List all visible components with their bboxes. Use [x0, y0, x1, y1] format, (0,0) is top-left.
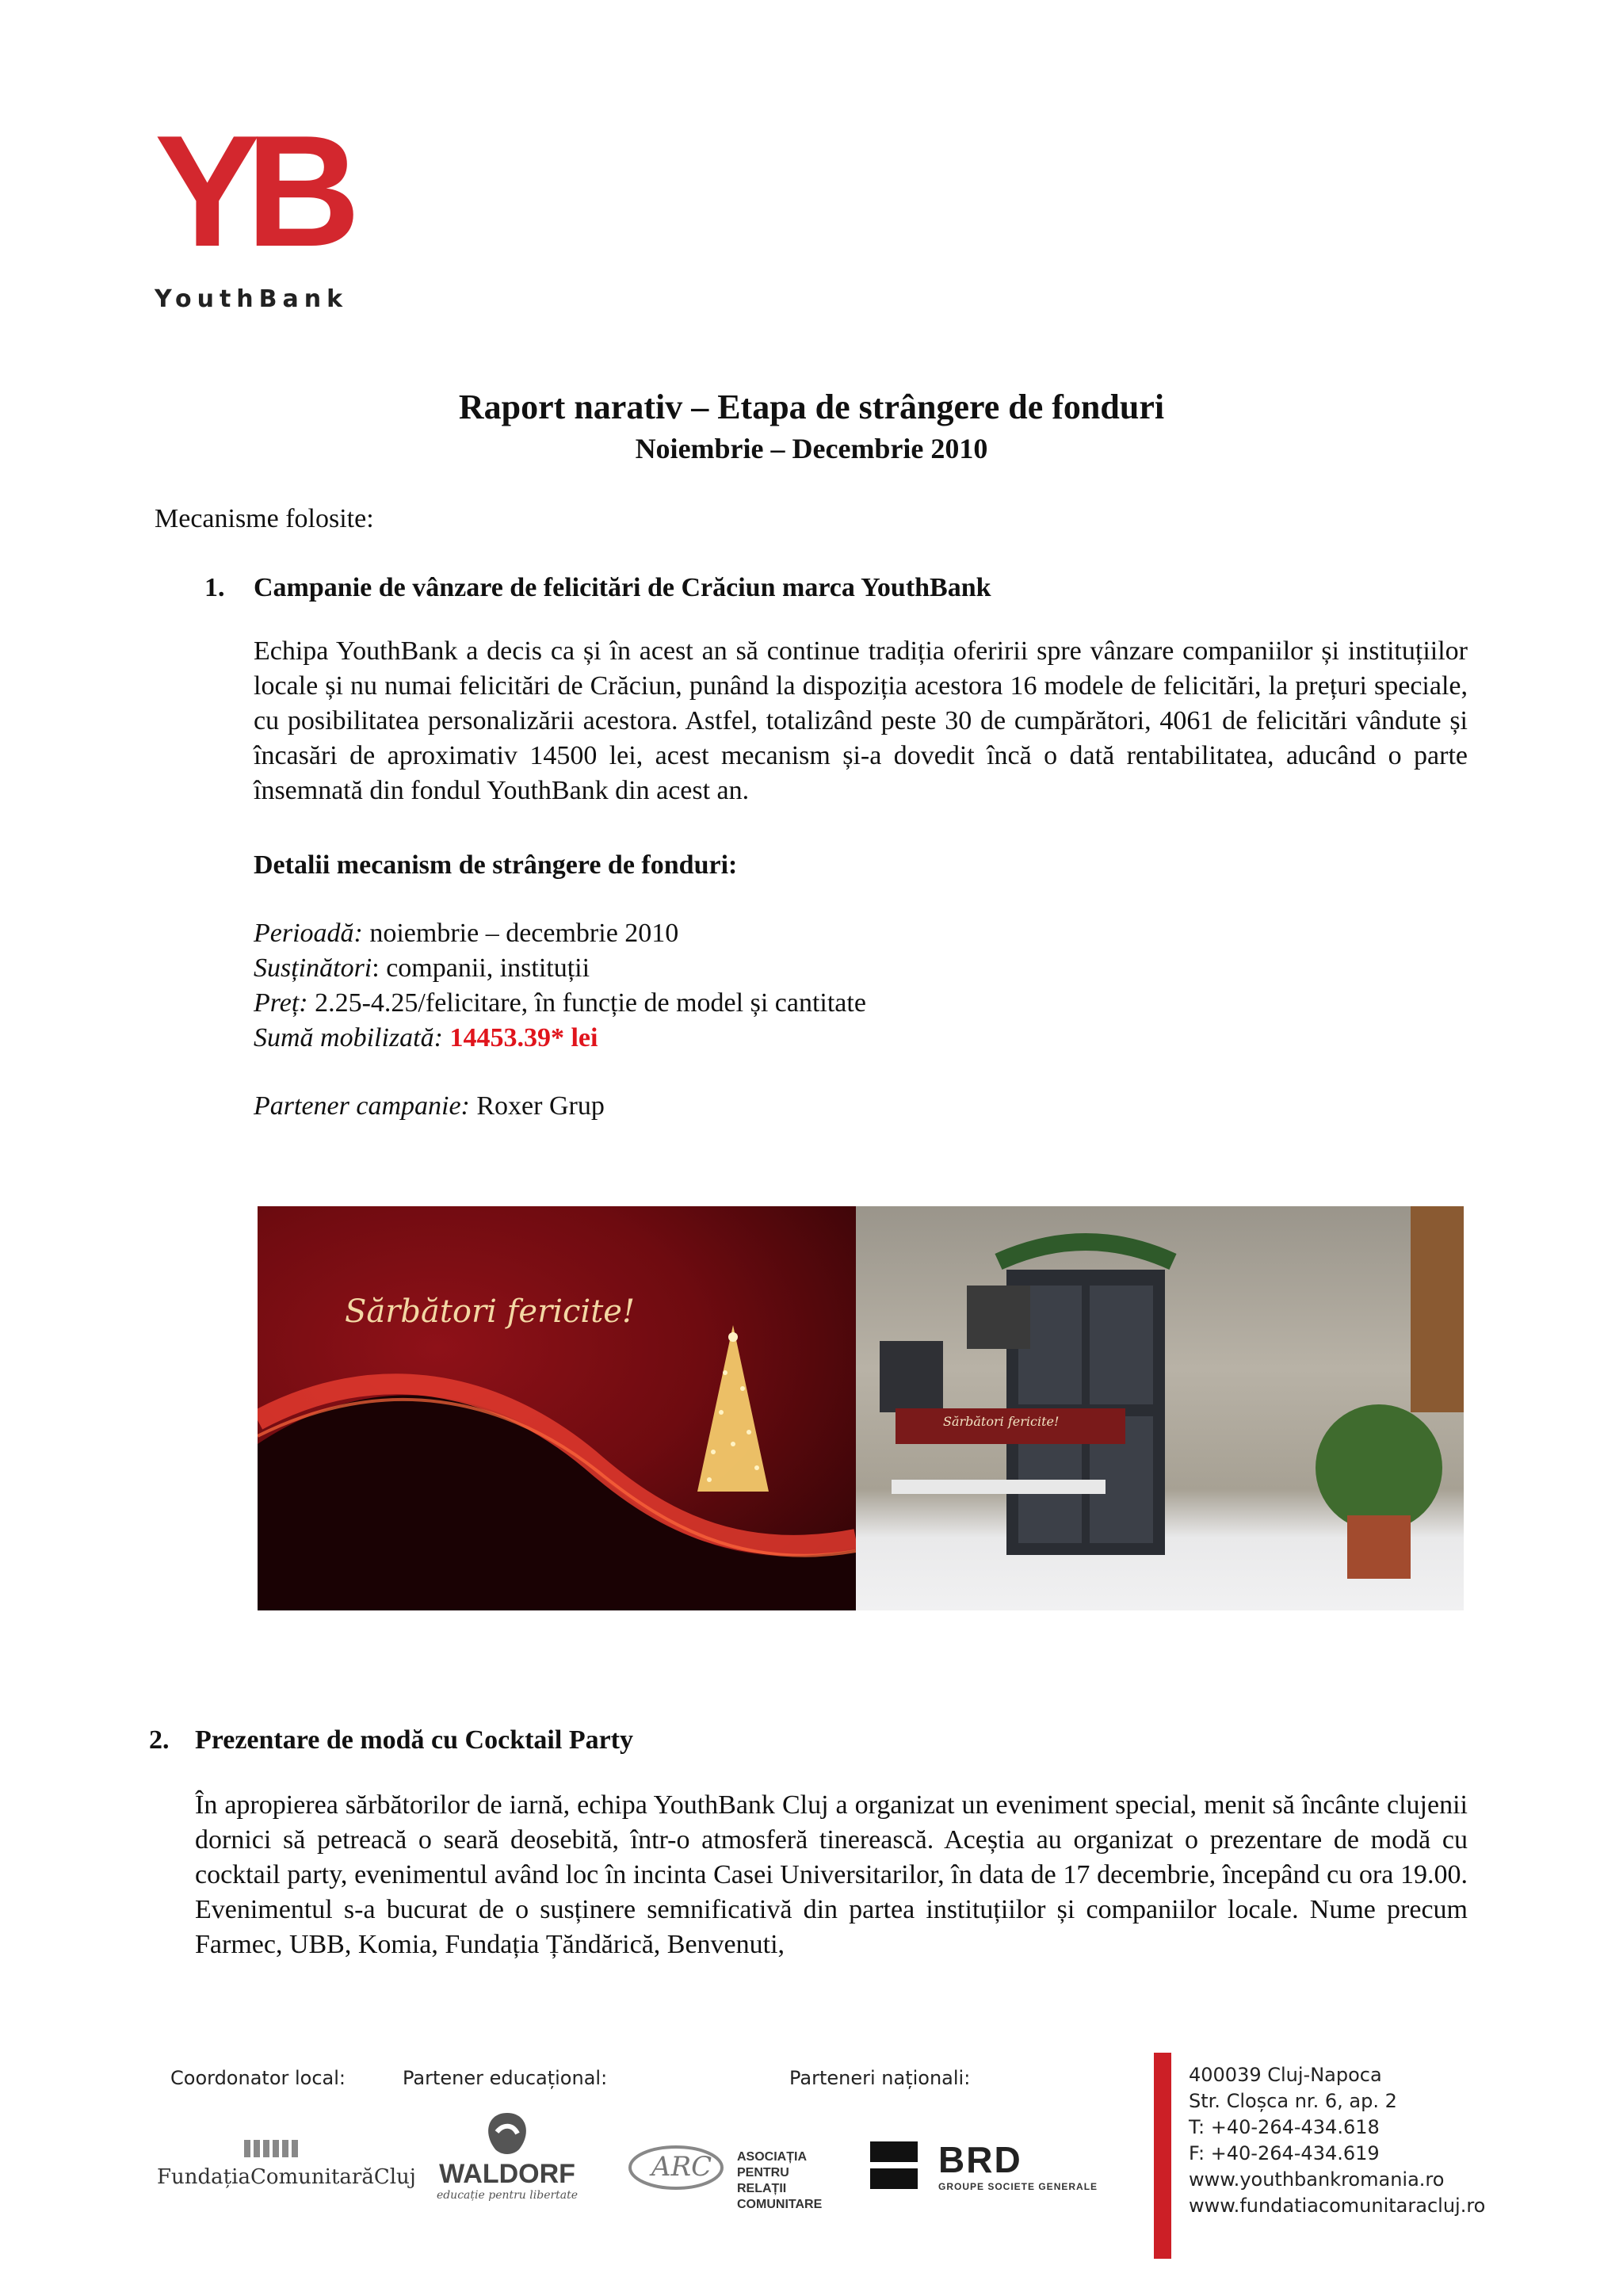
period-value: noiembrie – decembrie 2010: [362, 919, 679, 948]
supporters-label: Susținători: [254, 953, 372, 983]
website-link[interactable]: www.fundatiacomunitaracluj.ro: [1189, 2195, 1486, 2217]
detail-partner: [254, 1089, 605, 1124]
arc-logo: [624, 2140, 846, 2211]
bench-sign-text: Sărbători fericite!: [943, 1414, 1060, 1429]
card-red-side: [258, 1206, 856, 1610]
partner-label: Partener campanie:: [254, 1091, 470, 1121]
partner-value: Roxer Grup: [469, 1091, 605, 1121]
waldorf-logo: [428, 2110, 586, 2213]
brd-tagline: GROUPE SOCIETE GENERALE: [938, 2181, 1098, 2192]
card-photo-side: [856, 1206, 1464, 1610]
price-label: Preț:: [254, 988, 308, 1018]
section1-paragraph: Echipa YouthBank a decis ca și în acest an să continue tradiția oferirii spre vânzare companiilor și instituțiilor locale și nu numai felicitări de Crăciun, punând la dispoziția acestora 16 modele de felicitări, la prețuri speciale, cu posibilitatea personalizării acestora. Astfel, totalizând peste 30 de cumpărători, 4061 de felicitări vândute și încasări de aproximativ 14500 lei, acest mecanism și-a dovedit încă o dată rentabilitatea, aducând o parte însemnată din fondul YouthBank din acest an.: [254, 636, 1468, 805]
logo-wordmark: YouthBank: [155, 285, 349, 313]
logo-letters: YB: [155, 103, 346, 280]
fcc-name: FundațiaComunitarăCluj: [157, 2165, 416, 2189]
arc-text: [737, 2149, 846, 2213]
house-door-graphic: [856, 1206, 1464, 1610]
fcc-logo: [157, 2140, 416, 2203]
page-subtitle: Noiembrie – Decembrie 2010: [635, 433, 988, 464]
arc-text-1: ASOCIAȚIA PENTRU: [737, 2150, 807, 2179]
amount-value: 14453.39* lei: [449, 1023, 598, 1052]
waldorf-emblem-icon: [479, 2110, 535, 2159]
supporters-value: : companii, instituții: [372, 953, 590, 983]
detail-amount: [254, 1021, 598, 1056]
waldorf-tagline: educație pentru libertate: [436, 2189, 579, 2202]
detail-supporters: [254, 951, 590, 986]
address-line: Str. Cloșca nr. 6, ap. 2: [1189, 2090, 1397, 2112]
waldorf-name: WALDORF: [439, 2159, 575, 2189]
brd-logo: [870, 2141, 1140, 2197]
page-title: Raport narativ – Etapa de strângere de fonduri: [458, 388, 1165, 426]
card-greeting: Sărbători fericite!: [345, 1293, 636, 1330]
edu-label: Partener educațional:: [403, 2067, 608, 2089]
footer-red-bar: [1154, 2053, 1171, 2259]
period-label: Perioadă:: [254, 919, 363, 948]
section1-heading: Campanie de vânzare de felicitări de Crăciun marca YouthBank: [254, 573, 991, 602]
footer-address: [1189, 2062, 1485, 2219]
section2-heading: Prezentare de modă cu Cocktail Party: [195, 1725, 633, 1755]
building-icon: [244, 2140, 300, 2157]
amount-label: Sumă mobilizată:: [254, 1023, 443, 1052]
address-line: 400039 Cluj-Napoca: [1189, 2064, 1382, 2086]
detail-price: [254, 986, 866, 1021]
coord-label: Coordonator local:: [170, 2067, 346, 2089]
arc-name: ARC: [651, 2151, 712, 2183]
section2-paragraph: În apropierea sărbătorilor de iarnă, echipa YouthBank Cluj a organizat un eveniment special, menit să încânte clujenii dornici să petreacă o seară deosebită, într-o atmosferă tinerească. Aceștia au organizat o prezentare de modă cu cocktail party, evenimentul având loc în incinta Casei Universitarilor, în data de 17 decembrie, începând cu ora 19.00. Evenimentul s-a bucurat de o susținere semnificativă din partea instituțiilor și companiilor locale. Nume precum Farmec, UBB, Komia, Fundația Țăndărică, Benvenuti,: [195, 1790, 1468, 1959]
greeting-card-image: [258, 1206, 1464, 1610]
national-label: Parteneri naționali:: [789, 2067, 971, 2089]
phone-line: T: +40-264-434.618: [1189, 2116, 1380, 2138]
brd-name: BRD: [938, 2139, 1022, 2180]
brd-square-icon: [870, 2141, 918, 2189]
details-heading: Detalii mecanism de strângere de fonduri:: [254, 850, 738, 880]
arc-text-2: RELAȚII COMUNITARE: [737, 2182, 823, 2211]
intro-text: Mecanisme folosite:: [155, 504, 374, 533]
fax-line: F: +40-264-434.619: [1189, 2142, 1380, 2164]
website-link[interactable]: www.youthbankromania.ro: [1189, 2168, 1445, 2191]
price-value: 2.25-4.25/felicitare, în funcție de model și cantitate: [307, 988, 866, 1018]
red-wave-graphic: [258, 1206, 856, 1610]
detail-period: [254, 916, 678, 951]
section2-number: 2.: [149, 1725, 170, 1755]
youthbank-logo: [155, 103, 349, 313]
section1-number: 1.: [204, 573, 225, 602]
